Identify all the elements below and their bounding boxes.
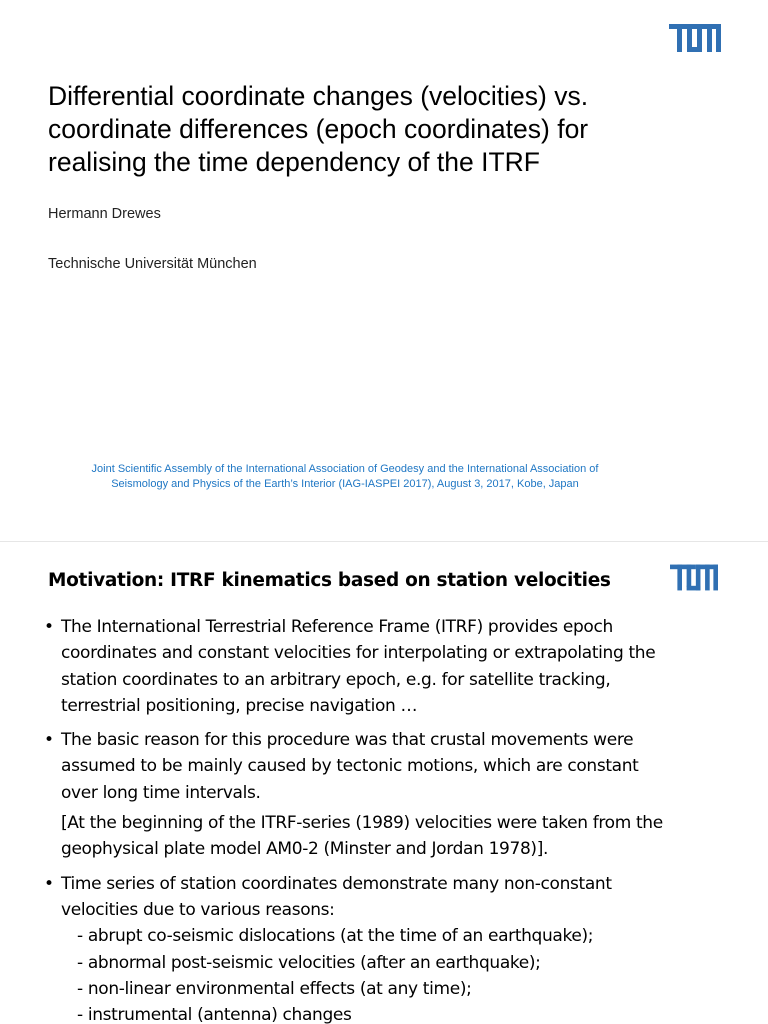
tum-logo-icon: [669, 24, 721, 52]
affiliation: Technische Universität München: [48, 256, 257, 272]
conference-line[interactable]: Joint Scientific Assembly of the International Association of Geodesy and the International Association of: [91, 463, 599, 475]
bullet-item: • The basic reason for this procedure was that crustal movements were assumed to be mainly caused by tectonic motions, which are constant over long time intervals.: [44, 727, 734, 806]
author-name: Hermann Drewes: [48, 206, 161, 222]
conference-link[interactable]: [40, 462, 650, 492]
slide-body: [44, 614, 734, 1024]
presentation-title: Differential coordinate changes (velocities) vs. coordinate differences (epoch coordinates) for realising the time dependency of the ITRF: [48, 81, 589, 177]
sub-item: - abnormal post-seismic velocities (after an earthquake);: [77, 952, 541, 973]
bullet-item: • The International Terrestrial Reference Frame (ITRF) provides epoch coordinates and constant velocities for interpolating or extrapolating the station coordinates to an arbitrary epoch, e.g. for satellite tracking, terrestrial positioning, precise navigation …: [44, 614, 734, 719]
tum-logo-icon: [670, 564, 718, 591]
sub-item: - instrumental (antenna) changes: [77, 1005, 352, 1024]
conference-line[interactable]: Seismology and Physics of the Earth’s Interior (IAG-IASPEI 2017), August 3, 2017, Kobe, Japan: [111, 478, 579, 490]
sub-list: [44, 923, 734, 1024]
sub-item: - non-linear environmental effects (at any time);: [77, 978, 472, 999]
slide-divider: [0, 541, 768, 542]
bullet-note: [At the beginning of the ITRF-series (1989) velocities were taken from the geophysical plate model AM0-2 (Minster and Jordan 1978)].: [61, 813, 663, 860]
slide-title: Motivation: ITRF kinematics based on station velocities: [48, 570, 611, 591]
bullet-item: • Time series of station coordinates demonstrate many non-constant velocities due to various reasons:: [44, 871, 734, 924]
sub-item: - abrupt co-seismic dislocations (at the time of an earthquake);: [77, 926, 594, 947]
